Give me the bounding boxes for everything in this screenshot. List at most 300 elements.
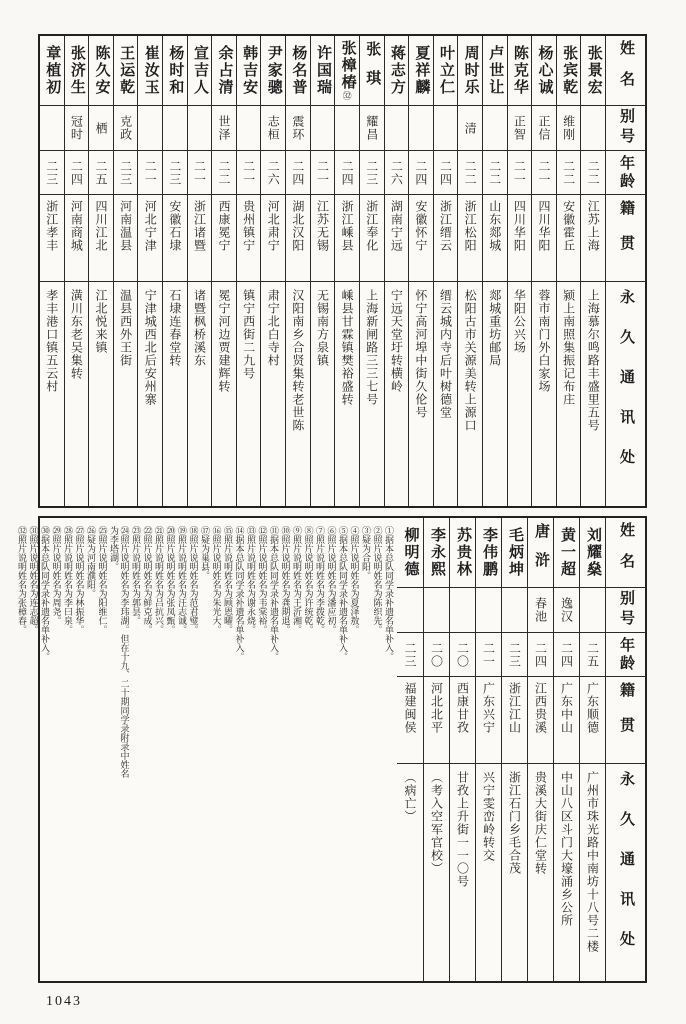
entry-alias-cell <box>286 106 310 151</box>
entry-address-cell <box>458 282 482 506</box>
entry-address: 甘孜上升街一一〇号 <box>455 771 470 888</box>
entry-column <box>531 36 556 506</box>
header-origin-label: 籍贯 <box>618 200 634 270</box>
entry-age: 二一 <box>192 159 207 186</box>
entry-age-cell <box>458 151 482 195</box>
header-name-label: 姓名 <box>618 39 634 102</box>
entry-address-cell <box>424 764 449 981</box>
entry-name: 余占清 <box>216 44 233 96</box>
header-age-label: 年龄 <box>618 636 634 673</box>
entry-alias-cell <box>528 588 553 633</box>
entry-alias-cell <box>424 588 449 633</box>
footnote: ㉛照片说明姓名为连志超。 <box>28 526 39 634</box>
entry-origin-cell <box>114 195 138 282</box>
entry-address: 石埭连春堂转 <box>167 289 182 367</box>
entry-origin: 广东中山 <box>559 682 574 734</box>
header-alias-cell <box>606 588 645 633</box>
entry-address-cell <box>237 282 261 506</box>
footnote: ㉖疑为河南濮阳。 <box>86 526 96 598</box>
entry-column <box>475 518 501 981</box>
entry-origin-cell <box>483 195 507 282</box>
entry-origin-cell <box>89 195 113 282</box>
entry-address: 宁远天堂圩转横岭 <box>389 289 404 393</box>
entry-age: 二二 <box>586 159 601 186</box>
footnote: ⑥照片说明姓名为潘应初。 <box>326 526 337 634</box>
entry-alias-cell <box>138 106 162 151</box>
entry-age: 二三 <box>44 159 59 186</box>
entry-name: 柳明德 <box>402 526 419 578</box>
entry-address: 广州市珠光路中南坊十八号二楼 <box>585 771 600 953</box>
entry-name: 张樟椿 <box>339 40 356 91</box>
entry-name: 章植初 <box>44 44 61 96</box>
entry-origin: 贵州镇宁 <box>241 200 256 252</box>
entry-name: 张宾乾 <box>561 44 578 96</box>
entry-age-cell <box>385 151 409 195</box>
entry-origin: 四川江北 <box>94 200 108 252</box>
entry-name-cell <box>434 36 458 106</box>
entry-age-cell <box>212 151 236 195</box>
header-address-cell <box>606 764 645 981</box>
entry-name-cell <box>89 36 113 106</box>
header-name-cell <box>606 36 645 106</box>
entry-name-cell <box>237 36 261 106</box>
entry-address-cell <box>261 282 285 506</box>
entry-name: 陈久安 <box>93 44 110 96</box>
entry-origin: 四川华阳 <box>536 200 551 252</box>
entry-origin: 安徽怀宁 <box>413 200 428 252</box>
entry-column <box>260 36 285 506</box>
entry-alias-cell <box>409 106 433 151</box>
entry-column <box>236 36 261 506</box>
entry-name: 毛炳坤 <box>507 526 523 578</box>
entry-name-cell <box>188 36 212 106</box>
entry-name: 蒋志方 <box>388 44 405 96</box>
entry-address: 冕宁河边贾建辉转 <box>217 289 232 393</box>
entry-alias-cell <box>458 106 482 151</box>
entry-name: 杨名普 <box>290 44 307 96</box>
entry-origin-cell <box>434 195 458 282</box>
entry-address-cell <box>434 282 458 506</box>
header-age-label: 年龄 <box>618 154 634 191</box>
entry-alias-cell <box>502 588 527 633</box>
entry-address-cell <box>188 282 212 506</box>
footnote: ⑫照片说明姓名为韦棠裕。 <box>257 526 268 634</box>
footnote: ㉓照片说明姓名为郭昙。 <box>131 526 141 625</box>
entry-column <box>285 36 310 506</box>
entry-origin-cell <box>409 195 433 282</box>
entry-age: 二一 <box>481 641 496 668</box>
entry-name: 刘耀燊 <box>585 526 601 578</box>
header-alias-label: 别号 <box>618 590 634 630</box>
footnote: ⑱照片说明姓名为范君璧。 <box>188 526 199 634</box>
entry-column <box>88 36 113 506</box>
entry-name: 卢世让 <box>487 44 504 96</box>
entry-address: 汉阳南乡合贤集转老世陈 <box>290 289 305 432</box>
entry-column <box>137 36 162 506</box>
entry-address-cell <box>528 764 553 981</box>
entry-age-cell <box>424 633 449 677</box>
entry-origin: 江西贵溪 <box>533 682 548 734</box>
entry-address: 中山八区斗门大壕涌乡公所 <box>559 771 574 927</box>
entry-age: 二三 <box>364 159 379 186</box>
entry-origin-cell <box>261 195 285 282</box>
entry-address: ︵病亡︶ <box>403 771 417 823</box>
entry-address-cell <box>450 764 475 981</box>
entry-age: 二〇 <box>429 641 444 668</box>
entry-origin-cell <box>581 195 605 282</box>
entry-origin-cell <box>580 677 605 764</box>
entry-name-cell <box>261 36 285 106</box>
entry-name-cell <box>581 36 605 106</box>
entry-address-cell <box>311 282 335 506</box>
entry-origin-cell <box>458 195 482 282</box>
entry-age: 二〇 <box>455 641 470 668</box>
footnote: ⑪据本总队同学录补遗名单补入。 <box>269 526 279 661</box>
entry-name-cell <box>163 36 187 106</box>
footnote: ㉜照片说明姓名为张樟春。 <box>17 526 27 634</box>
header-age-cell <box>606 633 645 677</box>
entry-address: 蓉市南门外白家场 <box>536 289 551 393</box>
entry-name: 宣吉人 <box>191 44 208 96</box>
entry-name-cell <box>580 518 605 588</box>
entry-column <box>334 36 359 506</box>
footnote: ㉔照片说明姓名为李玮湖。但在十九、二十期同学录附录中姓名为李塔湖。 <box>109 526 130 778</box>
entry-name: 张琪 <box>364 41 381 99</box>
entry-age-cell <box>532 151 556 195</box>
entry-name-cell <box>138 36 162 106</box>
entry-age-cell <box>508 151 532 195</box>
entry-origin: 安徽霍丘 <box>561 200 576 252</box>
entry-age: 二三 <box>403 641 417 668</box>
entry-address-cell <box>508 282 532 506</box>
entry-age-cell <box>188 151 212 195</box>
entry-address-cell <box>40 282 64 506</box>
entry-address: 无锡南方泉镇 <box>315 289 330 367</box>
entry-origin-cell <box>528 677 553 764</box>
entry-address: 浙江石门乡毛合茂 <box>507 771 522 875</box>
entry-name: 王运乾 <box>118 44 135 96</box>
alumni-table-bottom <box>17 516 647 983</box>
footnotes-area <box>17 518 397 981</box>
entry-name: 叶立仁 <box>438 44 455 96</box>
entry-name: 黄一超 <box>559 526 575 578</box>
entry-address-cell <box>385 282 409 506</box>
entry-age-cell <box>476 633 501 677</box>
entry-alias: 冠时 <box>69 115 84 141</box>
entry-address-cell <box>397 764 423 981</box>
entry-origin: 河南商城 <box>69 200 84 252</box>
footnote: ㉘照片说明姓名为李曰泉。 <box>63 526 73 634</box>
entry-alias-cell <box>360 106 384 151</box>
entry-name-cell <box>65 36 89 106</box>
entry-origin: 浙江孝丰 <box>44 200 59 252</box>
entry-alias: 耀昌 <box>364 115 379 141</box>
entry-alias-cell <box>434 106 458 151</box>
header-age-cell <box>606 151 645 195</box>
entry-age-cell <box>483 151 507 195</box>
entry-origin-cell <box>557 195 581 282</box>
entry-age: 二四 <box>438 159 453 186</box>
entry-name: 苏贵林 <box>455 526 471 578</box>
entry-age-cell <box>554 633 579 677</box>
entry-origin-cell <box>188 195 212 282</box>
entry-origin-cell <box>502 677 527 764</box>
entry-name: 周时乐 <box>462 44 479 96</box>
entry-origin: 西康甘孜 <box>455 682 470 734</box>
entry-age: 二一 <box>143 159 158 186</box>
entry-age: 二二 <box>561 159 576 186</box>
entry-alias: 克政 <box>118 115 133 141</box>
entry-origin: 浙江奉化 <box>364 200 379 252</box>
entry-name-cell <box>483 36 507 106</box>
entry-age: 二三 <box>167 159 182 186</box>
entry-address-cell <box>409 282 433 506</box>
footnote: ⑧照片说明姓名为许统乾。 <box>303 526 314 634</box>
entry-address: 兴宁雯峦岭转交 <box>481 771 496 862</box>
entry-address: 肃宁北白寺村 <box>266 289 281 367</box>
entry-alias-cell <box>557 106 581 151</box>
entry-address-cell <box>532 282 556 506</box>
entry-age: 二一 <box>536 159 551 186</box>
entry-origin: 湖南宁远 <box>389 200 404 252</box>
entry-origin: 广东兴宁 <box>481 682 496 734</box>
entry-alias: 志桓 <box>266 115 281 141</box>
footnote: ⑰疑为巢县。 <box>200 526 210 580</box>
entry-address-cell <box>476 764 501 981</box>
entry-origin-cell <box>163 195 187 282</box>
footnote: ⑲照片说明姓名为汪志诚。 <box>177 526 187 634</box>
entry-age: 二三 <box>507 641 522 668</box>
entry-address-cell <box>554 764 579 981</box>
entry-age: 二四 <box>533 641 548 668</box>
entry-age-cell <box>557 151 581 195</box>
entry-alias: 正智 <box>512 115 527 141</box>
entry-age-cell <box>40 151 64 195</box>
entry-origin-cell <box>311 195 335 282</box>
entry-column <box>457 36 482 506</box>
entry-age-cell <box>580 633 605 677</box>
entry-address: 华阳公兴场 <box>512 289 527 354</box>
entry-age: 二四 <box>290 159 305 186</box>
footnote: ㉙照片说明姓名为周尧。 <box>51 526 62 625</box>
entry-name-cell <box>424 518 449 588</box>
entry-name: 崔汝玉 <box>142 44 159 96</box>
entry-alias-cell <box>89 106 113 151</box>
entry-column <box>433 36 458 506</box>
entry-origin: 福建闽侯 <box>403 682 417 734</box>
entry-origin: 浙江诸暨 <box>192 200 207 252</box>
entry-name-cell <box>212 36 236 106</box>
entry-age: 二二 <box>463 159 478 186</box>
entry-address: 宁津城西北后安州寨 <box>143 289 158 406</box>
entry-origin: 浙江缙云 <box>438 200 453 252</box>
entry-name: 许国瑞 <box>314 44 331 96</box>
entry-origin: 江苏无锡 <box>315 200 330 252</box>
entry-origin: 西康冕宁 <box>217 200 232 252</box>
entry-name: 夏祥麟 <box>413 44 430 96</box>
entry-alias-cell <box>532 106 556 151</box>
header-address-label: 永久通讯处 <box>618 771 634 971</box>
entry-age: 二四 <box>559 641 574 668</box>
entry-alias-cell <box>335 106 359 151</box>
footnote: ㉚据本总队同学录补遗名单补入。 <box>40 526 50 661</box>
entry-address-cell <box>163 282 187 506</box>
entry-age: 二一 <box>512 159 527 186</box>
entry-column <box>556 36 581 506</box>
entry-name-cell <box>286 36 310 106</box>
entry-address: 孝丰港口镇五云村 <box>44 289 59 393</box>
entry-column <box>211 36 236 506</box>
entry-age-cell <box>581 151 605 195</box>
entry-alias-cell <box>476 588 501 633</box>
entry-address-cell <box>114 282 138 506</box>
entry-age: 二六 <box>266 159 281 186</box>
header-name-label: 姓名 <box>618 521 634 584</box>
entry-alias: 世泽 <box>217 115 232 141</box>
footnotes-list <box>16 526 395 780</box>
entry-alias-cell <box>385 106 409 151</box>
entry-origin-cell <box>532 195 556 282</box>
entry-origin-cell <box>450 677 475 764</box>
entry-name-cell <box>397 518 423 588</box>
entry-origin: 浙江嵊县 <box>340 200 355 252</box>
entry-address: 诸暨枫桥溪东 <box>192 289 207 367</box>
entry-age: 二三 <box>118 159 133 186</box>
entry-age: 二五 <box>94 159 108 186</box>
entry-address-cell <box>212 282 236 506</box>
entry-origin-cell <box>65 195 89 282</box>
entry-column <box>384 36 409 506</box>
entry-address: 上海新闸路三三七号 <box>364 289 379 406</box>
entry-name-cell <box>508 36 532 106</box>
entry-origin-cell <box>508 195 532 282</box>
entry-origin-cell <box>424 677 449 764</box>
header-name-cell <box>606 518 645 588</box>
entry-name-cell <box>360 36 384 106</box>
entry-column <box>397 518 423 981</box>
entry-address-cell <box>138 282 162 506</box>
entry-age-cell <box>237 151 261 195</box>
entry-name: 张济生 <box>68 44 85 96</box>
entry-name-cell <box>409 36 433 106</box>
entry-name-cell <box>532 36 556 106</box>
entry-age-cell <box>409 151 433 195</box>
entry-alias-cell <box>261 106 285 151</box>
entry-alias-cell <box>114 106 138 151</box>
entry-name-cell <box>557 36 581 106</box>
footnote: ⑳照片说明姓名为张凤甄。 <box>165 526 176 634</box>
entry-age-cell <box>450 633 475 677</box>
entry-alias-cell <box>65 106 89 151</box>
entry-name-cell <box>40 36 64 106</box>
entry-age: 二一 <box>241 159 256 186</box>
entry-address: 松阳古市关源美转上源口 <box>463 289 478 432</box>
footnote: ⑦照片说明姓名为李拨乾。 <box>315 526 325 634</box>
footnote: ㉗照片说明姓名为林振华。 <box>74 526 85 634</box>
entry-column <box>359 36 384 506</box>
entry-age-cell <box>89 151 113 195</box>
entry-origin: 河北肃宁 <box>266 200 281 252</box>
entry-name: 李伟鹏 <box>481 526 497 578</box>
entry-address: 温县西外王街 <box>118 289 133 367</box>
entry-name-cell <box>385 36 409 106</box>
entry-origin: 河南温县 <box>118 200 133 252</box>
entry-alias-cell <box>554 588 579 633</box>
entry-age-cell <box>502 633 527 677</box>
entry-alias-cell <box>450 588 475 633</box>
entry-column <box>113 36 138 506</box>
entry-name: 唐浒 <box>533 523 549 581</box>
entry-address-cell <box>65 282 89 506</box>
entry-column <box>162 36 187 506</box>
entry-address: 潢川东老吴集转 <box>69 289 84 380</box>
header-origin-cell <box>606 677 645 764</box>
entry-origin-cell <box>360 195 384 282</box>
entry-age: 二四 <box>413 159 428 186</box>
entry-alias: 清 <box>463 121 478 135</box>
entry-origin-cell <box>286 195 310 282</box>
footnote: ④照片说明姓名为夏泽敖。 <box>349 526 360 634</box>
entry-age-cell <box>138 151 162 195</box>
entry-alias-cell <box>581 106 605 151</box>
entry-name: 张景宏 <box>585 44 602 96</box>
entry-name: 杨时和 <box>167 44 184 96</box>
entry-name: 韩吉安 <box>241 44 258 96</box>
entry-age-cell <box>434 151 458 195</box>
header-alias-cell <box>606 106 645 151</box>
entry-alias-cell <box>212 106 236 151</box>
entry-alias: 栖 <box>94 121 108 135</box>
entry-address-cell <box>89 282 113 506</box>
header-alias-label: 别号 <box>618 108 634 148</box>
entry-origin: 广东顺德 <box>585 682 600 734</box>
page-number: 1043 <box>46 994 82 1009</box>
entry-age: 二六 <box>389 159 404 186</box>
entry-alias-cell <box>163 106 187 151</box>
entry-age-cell <box>261 151 285 195</box>
entry-address: 怀宁高河埠中街久伦号 <box>413 289 428 419</box>
entry-alias-cell <box>483 106 507 151</box>
header-column-top <box>605 36 645 506</box>
entry-alias: 正信 <box>536 115 551 141</box>
entry-age-cell <box>286 151 310 195</box>
entry-alias-cell <box>237 106 261 151</box>
entry-name-cell <box>311 36 335 106</box>
entry-column <box>507 36 532 506</box>
entry-name-cell <box>502 518 527 588</box>
footnote: ③疑为合阳。 <box>361 526 371 580</box>
entry-column <box>40 36 64 506</box>
footnote: ⑬照片说明姓名为谢永烧。 <box>246 526 256 634</box>
entry-origin-cell <box>476 677 501 764</box>
entry-address: 贵溪大街庆仁堂转 <box>533 771 548 875</box>
entry-address-cell <box>360 282 384 506</box>
entry-age-cell <box>163 151 187 195</box>
footnote: ⑤据本总队同学录补遗名单补入。 <box>338 526 348 661</box>
entry-origin: 河北宁津 <box>143 200 158 252</box>
entry-origin-cell <box>385 195 409 282</box>
footnote: ㉒照片说明姓名为鲜克成。 <box>142 526 153 634</box>
entry-address: 郯城重坊邮局 <box>487 289 502 367</box>
entry-column <box>310 36 335 506</box>
footnote: ⑨照片说明姓名为王沂湘。 <box>292 526 302 634</box>
footnote: ⑭据本总队同学录补遗名单补入。 <box>234 526 245 661</box>
entry-origin: 河北北平 <box>429 682 444 734</box>
entry-origin: 山东郯城 <box>487 200 502 252</box>
header-column-bottom <box>605 518 645 981</box>
header-origin-label: 籍贯 <box>618 682 634 752</box>
entry-address: 镇宁西街二九号 <box>241 289 256 380</box>
